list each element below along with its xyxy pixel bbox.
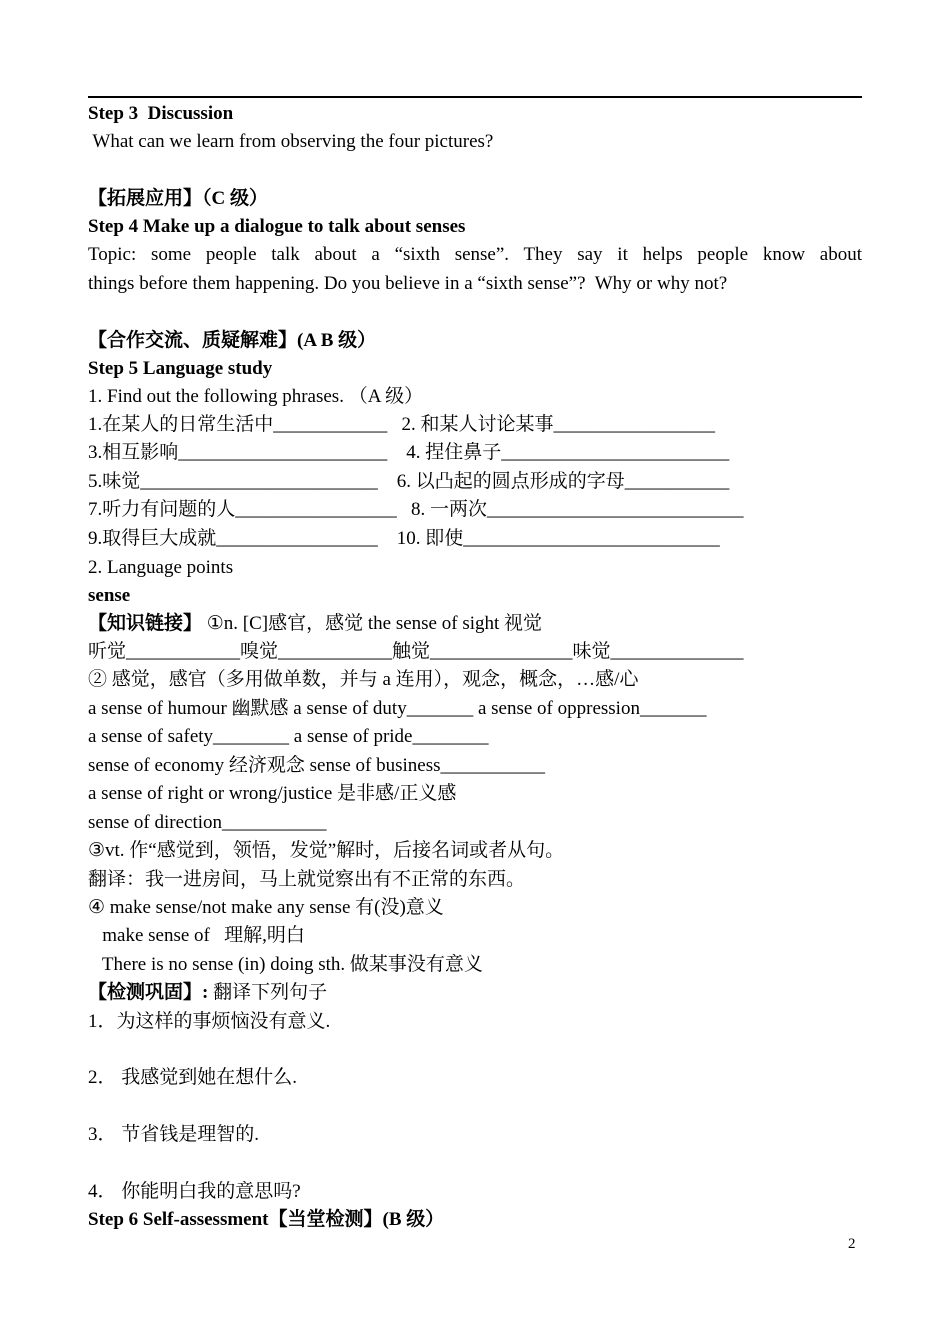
phrases-intro: 1. Find out the following phrases. （A 级） [88, 386, 424, 407]
usage-2: ② 感觉，感官（多用做单数，并与 a 连用），观念，概念，…感/心 [88, 669, 639, 690]
page-number: 2 [848, 1236, 856, 1252]
section-ab-header: 【合作交流、质疑解难】(A B 级） [88, 330, 377, 351]
phrase-row: 9.取得巨大成就_________________ 10. 即使___________________________ [88, 528, 720, 549]
language-points-heading: 2. Language points [88, 557, 234, 578]
usage-4a: make sense of 理解,明白 [88, 925, 305, 946]
phrase-row: 5.味觉_________________________ 6. 以凸起的圆点形成的字母___________ [88, 471, 730, 492]
check-line [88, 981, 327, 1005]
usage-4: ④ make sense/not make any sense 有(没)意义 [88, 897, 444, 918]
phrase-row: 3.相互影响______________________ 4. 捏住鼻子________________________ [88, 442, 730, 463]
header-rule [88, 96, 862, 98]
senses-blanks: 听觉____________嗅觉____________触觉_______________味觉______________ [88, 641, 744, 662]
usage-4b: There is no sense (in) doing sth. 做某事没有意义 [88, 954, 483, 975]
usage-3: ③vt. 作“感觉到，领悟，发觉”解时，后接名词或者从句。 [88, 840, 565, 861]
example-line: sense of economy 经济观念 sense of business___________ [88, 755, 546, 776]
step4-topic-line1: Topic: some people talk about a “sixth sense”. They say it helps people know about [88, 244, 862, 265]
translate-sentence: 4． 你能明白我的意思吗? [88, 1181, 301, 1202]
example-line: a sense of safety________ a sense of pride________ [88, 726, 489, 747]
step3-title: Step 3 Discussion [88, 103, 234, 124]
translate-sentence: 2． 我感觉到她在想什么. [88, 1067, 298, 1088]
example-line: a sense of right or wrong/justice 是非感/正义感 [88, 783, 457, 804]
step4-title: Step 4 Make up a dialogue to talk about senses [88, 216, 466, 237]
phrase-row: 1.在某人的日常生活中____________ 2. 和某人讨论某事_________________ [88, 414, 716, 435]
translate-sentence: 3． 节省钱是理智的. [88, 1124, 260, 1145]
check-text: 翻译下列句子 [208, 982, 328, 1003]
step5-title: Step 5 Language study [88, 358, 273, 379]
knowledge-link-text: ①n. [C]感官，感觉 the sense of sight 视觉 [202, 613, 543, 634]
example-line: sense of direction___________ [88, 812, 327, 833]
knowledge-link-line [88, 612, 542, 636]
keyword-sense: sense [88, 585, 131, 606]
step6-title: Step 6 Self-assessment【当堂检测】(B 级） [88, 1209, 445, 1230]
translation-task: 翻译：我一进房间，马上就觉察出有不正常的东西。 [88, 869, 526, 890]
section-c-header: 【拓展应用】（C 级） [88, 188, 268, 209]
translate-sentence: 1．为这样的事烦恼没有意义. [88, 1011, 331, 1032]
check-label: 【检测巩固】: [88, 982, 209, 1003]
step3-question: What can we learn from observing the four pictures? [88, 131, 494, 152]
knowledge-link-label: 【知识链接】 [88, 613, 203, 634]
example-line: a sense of humour 幽默感 a sense of duty_______ a sense of oppression_______ [88, 698, 707, 719]
phrase-row: 7.听力有问题的人_________________ 8. 一两次___________________________ [88, 499, 744, 520]
step4-topic-line2: things before them happening. Do you believe in a “sixth sense”? Why or why not? [88, 273, 728, 294]
